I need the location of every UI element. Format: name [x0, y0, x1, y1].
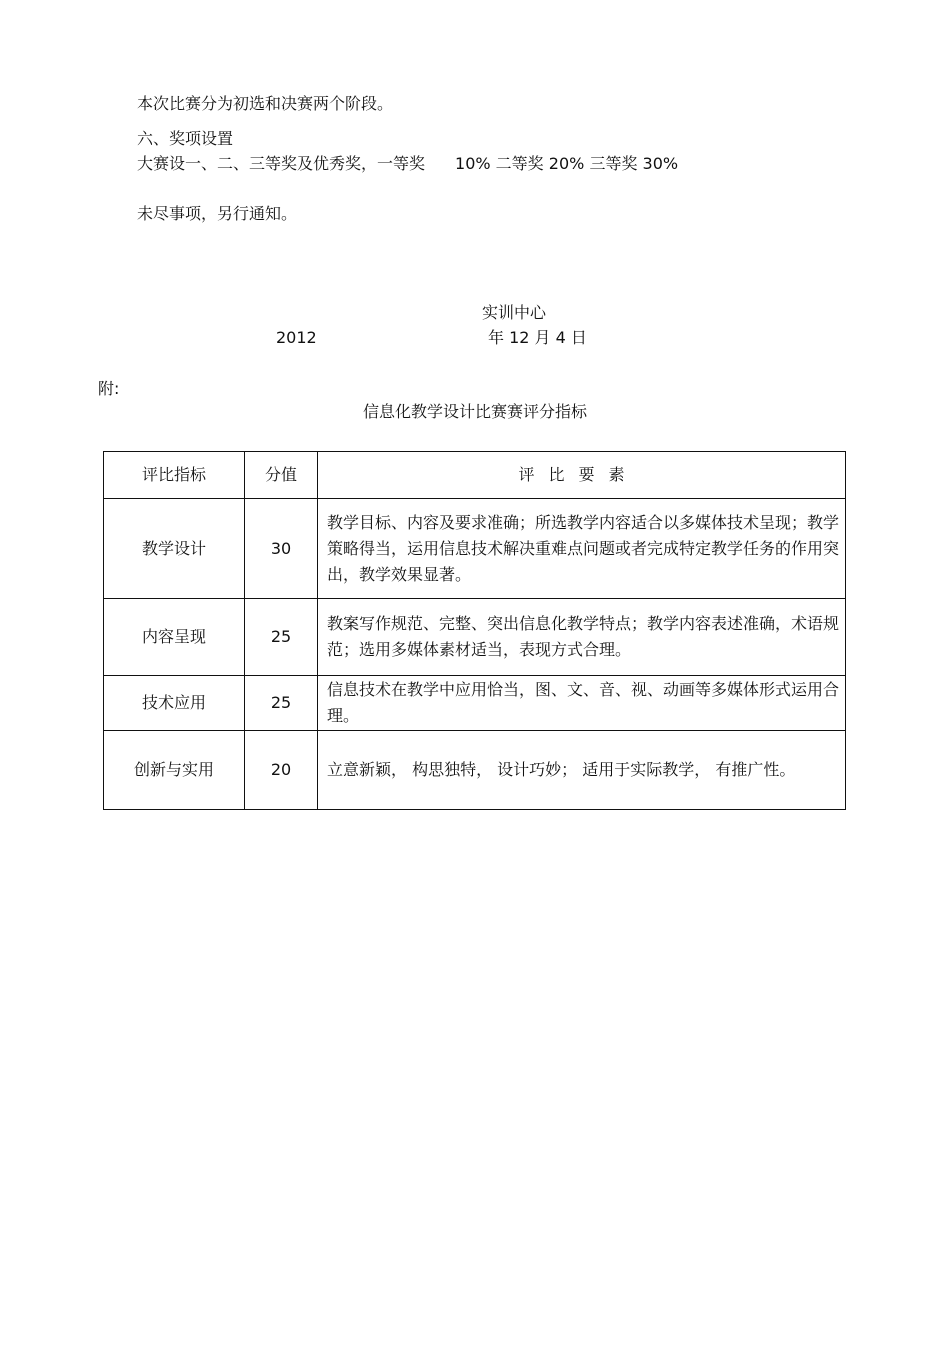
third-prize-label: 三等奖: [589, 154, 638, 173]
signature-organization: 实训中心: [482, 303, 547, 322]
row-indicator: 创新与实用: [104, 731, 245, 810]
first-prize-percent: 10%: [455, 154, 491, 173]
table-row: [104, 676, 846, 731]
row-score: 25: [245, 599, 318, 676]
awards-heading: 六、奖项设置: [137, 129, 234, 148]
row-elements-text: 教学目标、内容及要求准确；所选教学内容适合以多媒体技术呈现；教学策略得当，运用信息技术解决重难点问题或者完成特定教学任务的作用突出，教学效果显著。: [327, 512, 840, 584]
row-indicator: 内容呈现: [104, 599, 245, 676]
awards-prefix: 大赛设一、二、三等奖及优秀奖，一等奖: [137, 154, 426, 173]
header-score: 分值: [245, 452, 318, 499]
second-prize-percent: 20%: [548, 154, 585, 173]
signature-date: 年 12 月 4 日: [488, 328, 587, 347]
table-row: [104, 499, 846, 599]
table-row: [104, 731, 846, 810]
row-elements: [318, 599, 846, 676]
header-indicator: 评比指标: [104, 452, 245, 499]
appendix-label: 附:: [98, 379, 120, 398]
third-prize-percent: 30%: [642, 154, 679, 173]
row-elements-text: 教案写作规范、完整、突出信息化教学特点；教学内容表述准确，术语规范；选用多媒体素材适当，表现方式合理。: [327, 614, 840, 659]
row-elements: [318, 731, 846, 810]
row-score: 30: [245, 499, 318, 599]
row-indicator: 教学设计: [104, 499, 245, 599]
row-elements: [318, 499, 846, 599]
row-score: 20: [245, 731, 318, 810]
misc-paragraph: 未尽事项，另行通知。: [137, 204, 298, 223]
table-title: 信息化教学设计比赛赛评分指标: [362, 402, 587, 421]
row-indicator: 技术应用: [104, 676, 245, 731]
row-elements-text: 立意新颖， 构思独特， 设计巧妙； 适用于实际教学， 有推广性。: [327, 760, 796, 779]
table-header-row: [104, 452, 846, 499]
scoring-table: [103, 451, 846, 810]
second-prize-label: 二等奖: [495, 154, 544, 173]
header-elements: 评比要素: [318, 452, 846, 499]
table-row: [104, 599, 846, 676]
row-elements: [318, 676, 846, 731]
stages-paragraph: 本次比赛分为初选和决赛两个阶段。: [137, 94, 394, 113]
signature-year: 2012: [276, 328, 317, 347]
awards-paragraph: [137, 154, 678, 174]
row-score: 25: [245, 676, 318, 731]
row-elements-text: 信息技术在教学中应用恰当，图、文、音、视、动画等多媒体形式运用合理。: [327, 680, 840, 725]
